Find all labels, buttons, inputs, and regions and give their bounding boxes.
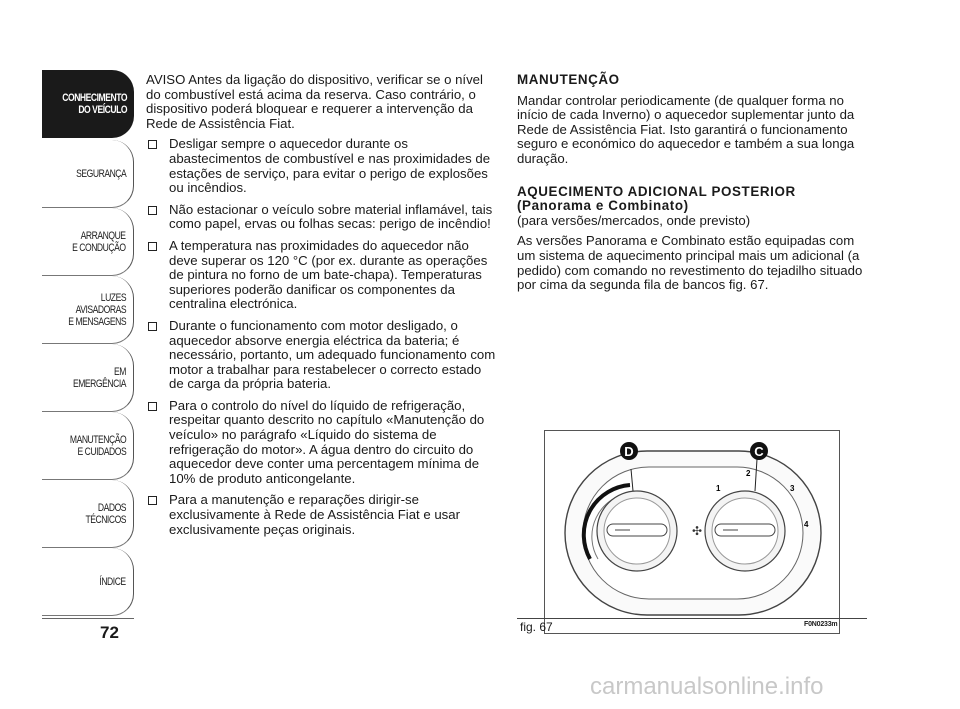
figure-caption-rule: [517, 618, 867, 619]
checkbox-bullet-icon: [148, 206, 157, 215]
right-column: [517, 73, 867, 299]
tab-em-emergencia[interactable]: EM EMERGÊNCIA: [42, 344, 134, 412]
bullet-item: A temperatura nas proximidades do aquecedor não deve superar os 120 °C (por ex. durante as operações de pintura no forno de um bate-chapa). Temperaturas superiores poderão danificar os componentes da centralina electrónica.: [146, 239, 496, 312]
page-number: 72: [100, 623, 119, 642]
heater-paragraph: As versões Panorama e Combinato estão equipadas com um sistema de aquecimento principal mais um adicional (a pedido) com comando no revestimento do tejadilho situado por cima da segunda fila de bancos fig. 67.: [517, 233, 863, 293]
section-subheading-models: (Panorama e Combinato): [517, 198, 689, 214]
figure-heater-controls: [544, 430, 840, 634]
position-number: 3: [790, 484, 795, 493]
bullet-item: Para a manutenção e reparações dirigir-se exclusivamente à Rede de Assistência Fiat e usar exclusivamente peças originais.: [146, 493, 496, 537]
section-note: (para versões/mercados, onde previsto): [517, 212, 751, 228]
tab-conhecimento-do-veiculo[interactable]: CONHECIMENTO DO VEÍCULO: [42, 70, 134, 138]
left-column: [146, 73, 496, 544]
tab-indice[interactable]: ÍNDICE: [42, 548, 134, 616]
tab-luzes-avisadoras[interactable]: LUZES AVISADORAS E MENSAGENS: [42, 276, 134, 344]
tab-manutencao-e-cuidados[interactable]: MANUTENÇÃO E CUIDADOS: [42, 412, 134, 480]
watermark: carmanualsonline.info: [590, 673, 824, 700]
maintenance-paragraph: Mandar controlar periodicamente (de qualquer forma no início de cada Inverno) o aquecedor suplementar junto da Rede de Assistência Fiat. Isto garantirá o funcionamento seguro e económico do aquecedor e também a sua longa duração.: [517, 92, 855, 166]
tab-arranque-e-conducao[interactable]: ARRANQUE E CONDUÇÃO: [42, 208, 134, 276]
position-number: 4: [804, 520, 809, 529]
checkbox-bullet-icon: [148, 140, 157, 149]
fan-symbol-icon: ✣: [692, 524, 703, 538]
checkbox-bullet-icon: [148, 496, 157, 505]
position-number: 1: [716, 484, 721, 493]
section-heading-aquecimento: AQUECIMENTO ADICIONAL POSTERIOR: [517, 183, 796, 199]
warning-paragraph: AVISO Antes da ligação do dispositivo, verificar se o nível do combustível está acima da reserva. Caso contrário, o dispositivo poderá bloquear e requerer a intervenção da Rede de Assistência Fiat.: [146, 72, 483, 131]
heater-control-illustration: [545, 431, 839, 633]
checkbox-bullet-icon: [148, 322, 157, 331]
section-heading-manutencao: MANUTENÇÃO: [517, 72, 620, 87]
bullet-item: Durante o funcionamento com motor desligado, o aquecedor absorve energia eléctrica da bateria; é necessário, portanto, um adequado funcionamento com motor a trabalhar para restabelecer o correcto estado de carga da própria bateria.: [146, 319, 496, 392]
figure-caption: fig. 67: [520, 620, 553, 634]
bullet-item: Para o controlo do nível do líquido de refrigeração, respeitar quanto descrito no capítulo «Manutenção do veículo» no parágrafo «Líquido do sistema de refrigeração do motor». A água dentro do circuito do aquecedor deve conter uma percentagem mínima de 10% de produto anticongelante.: [146, 399, 496, 487]
bullet-item: Não estacionar o veículo sobre material inflamável, tais como papel, ervas ou folhas secas: perigo de incêndio!: [146, 203, 496, 232]
page-number-rule: [42, 618, 134, 619]
checkbox-bullet-icon: [148, 242, 157, 251]
position-number: 2: [746, 469, 751, 478]
figure-code: F0N0233m: [804, 621, 838, 628]
tab-dados-tecnicos[interactable]: DADOS TÉCNICOS: [42, 480, 134, 548]
tab-seguranca[interactable]: SEGURANÇA: [42, 140, 134, 208]
callout-d-label: D: [624, 444, 634, 459]
callout-c-label: C: [754, 444, 764, 459]
checkbox-bullet-icon: [148, 402, 157, 411]
bullet-item: Desligar sempre o aquecedor durante os abastecimentos de combustível e nas proximidades de estações de serviço, para evitar o perigo de explosões ou incêndios.: [146, 137, 496, 195]
